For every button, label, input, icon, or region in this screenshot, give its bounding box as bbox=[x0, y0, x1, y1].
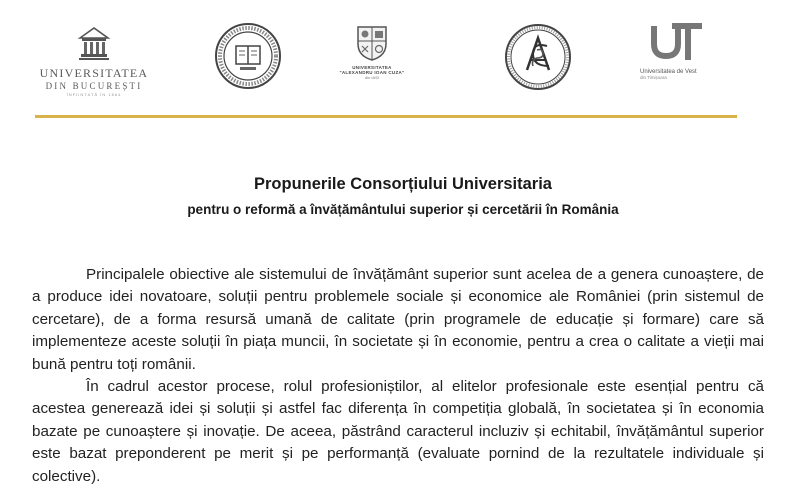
ub-name-line2: DIN BUCUREȘTI bbox=[45, 81, 143, 91]
logo-uaic bbox=[312, 24, 432, 80]
uvt-name-line1: Universitatea de Vest bbox=[640, 69, 697, 75]
ase-monogram-icon bbox=[503, 22, 573, 92]
seal-book-icon bbox=[214, 22, 282, 90]
ub-name-line1: UNIVERSITATEA bbox=[39, 66, 149, 80]
ub-founded-line: ÎNFIINȚATĂ ÎN 1864 bbox=[66, 92, 122, 97]
uvt-logo-icon bbox=[648, 22, 706, 64]
uvt-name-line2: din Timișoara bbox=[640, 75, 667, 80]
uaic-city-line: din IAȘI bbox=[364, 75, 379, 80]
logo-universitatea-din-bucuresti bbox=[38, 24, 150, 97]
header-rule bbox=[35, 115, 737, 118]
document-subtitle: pentru o reformă a învățământului superior și cercetării în România bbox=[187, 202, 619, 217]
paragraph-2: În cadrul acestor procese, rolul profesioniștilor, al elitelor profesionale este esențial pentru că acestea generează idei și soluții și astfel fac diferența în competiția globală, în societatea și în economia bazate pe cunoaștere și inovație. De aceea, păstrând caracterul incluziv și echitabil, învățământul superior este bazat preponderent pe merit și pe performanță (evaluate pornind de la rezultatele individuale și colective). bbox=[32, 378, 764, 485]
paragraph-1: Principalele obiective ale sistemului de învățământ superior sunt acelea de a genera cunoaștere, de a produce idei novatoare, soluții pentru problemele sociale și economice ale României (prin sistemul de cercetare), de a forma resursă umană de calitate (prin programele de educație și formare) care să implementeze aceste soluții în piața muncii, în societate și în economie, pentru a crea o calitate a vieții mai bună pentru toți românii. bbox=[32, 266, 764, 373]
logo-ase-monogram bbox=[502, 22, 574, 92]
logo-university-seal bbox=[213, 22, 283, 90]
logo-uvt bbox=[632, 22, 722, 80]
document-title: Propunerile Consorțiului Universitaria bbox=[254, 175, 552, 193]
ub-crest-icon bbox=[76, 24, 112, 62]
uaic-name-line1: UNIVERSITATEA bbox=[352, 65, 392, 70]
uaic-name-line2: "ALEXANDRU IOAN CUZA" bbox=[339, 70, 405, 75]
logo-header bbox=[0, 0, 806, 112]
document-body bbox=[32, 264, 764, 488]
uaic-shield-icon bbox=[355, 24, 389, 62]
